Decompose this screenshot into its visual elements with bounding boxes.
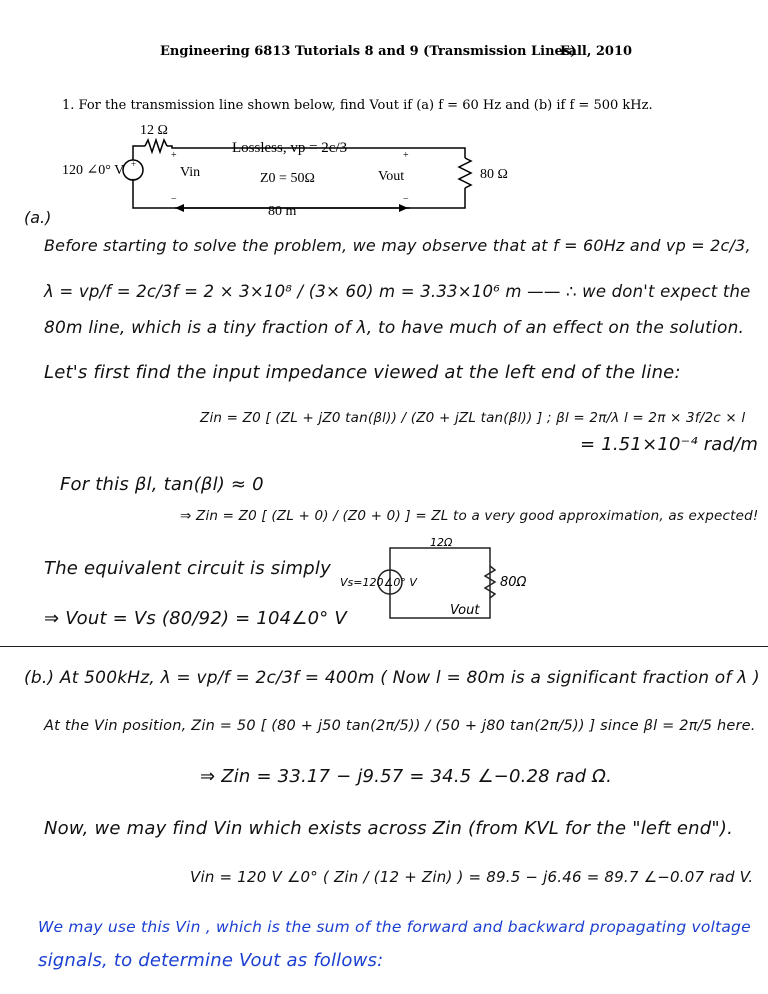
svg-text:+: +: [131, 159, 137, 169]
part-b-line: Vin = 120 V ∠0° ( Zin / (12 + Zin) ) = 89.5 − j6.46 = 89.7 ∠−0.07 rad V.: [190, 868, 754, 886]
eq-load-label: 80Ω: [500, 575, 527, 590]
eq-vout-label: Vout: [450, 603, 480, 618]
part-a-line: = 1.51×10⁻⁴ rad/m: [580, 434, 759, 455]
load-label: 80 Ω: [480, 167, 508, 182]
vout-label: Vout: [378, 169, 405, 184]
svg-text:+: +: [171, 150, 177, 161]
svg-text:−: −: [403, 194, 409, 205]
part-b-line: Now, we may find Vin which exists across Zin (from KVL for the "left end").: [44, 818, 734, 839]
part-b-blue-line: We may use this Vin , which is the sum of the forward and backward propagating voltage: [38, 918, 751, 936]
z0-label: Z0 = 50Ω: [260, 171, 315, 186]
transmission-line-circuit: [0, 118, 768, 228]
section-divider: [0, 646, 768, 647]
part-a-line: Zin = Z0 [ (ZL + jZ0 tan(βl)) / (Z0 + jZL tan(βl)) ] ; βl = 2π/λ l = 2π × 3f/2c × l: [200, 410, 746, 426]
source-resistor-icon: [145, 140, 167, 152]
eq-vs-label: Vs=120∠0° V: [340, 576, 417, 589]
source-resistance-label: 12 Ω: [140, 123, 168, 138]
term-label: Fall, 2010: [560, 44, 633, 59]
equivalent-circuit: [340, 536, 570, 636]
line-description: Lossless, vp = 2c/3: [232, 140, 348, 156]
load-resistor-icon: [459, 158, 471, 188]
vin-label: Vin: [180, 165, 201, 180]
page-title: Engineering 6813 Tutorials 8 and 9 (Transmission Lines): [160, 44, 577, 59]
svg-text:−: −: [171, 194, 177, 205]
length-label: 80 m: [268, 204, 297, 219]
part-a-line: λ = vp/f = 2c/3f = 2 × 3×10⁸ / (3× 60) m = 3.33×10⁶ m —— ∴ we don't expect the: [44, 282, 751, 301]
question-text: 1. For the transmission line shown below, find Vout if (a) f = 60 Hz and (b) if f = 500 kHz.: [62, 98, 653, 113]
part-a-line: ⇒ Zin = Z0 [ (ZL + 0) / (Z0 + 0) ] = ZL to a very good approximation, as expected!: [180, 508, 759, 524]
eq-r-label: 12Ω: [430, 536, 453, 549]
part-a-line: Before starting to solve the problem, we may observe that at f = 60Hz and vp = 2c/3,: [44, 236, 751, 255]
part-a-line: The equivalent circuit is simply: [44, 558, 331, 579]
part-a-line: ⇒ Vout = Vs (80/92) = 104∠0° V: [44, 608, 347, 629]
svg-text:+: +: [403, 150, 409, 161]
part-a-line: 80m line, which is a tiny fraction of λ, to have much of an effect on the solution.: [44, 318, 745, 338]
part-a-line: For this βl, tan(βl) ≈ 0: [60, 474, 264, 495]
part-a-label: (a.): [24, 208, 52, 227]
source-voltage-label: 120 ∠0° V: [62, 163, 125, 178]
part-a-line: Let's first find the input impedance viewed at the left end of the line:: [44, 362, 681, 383]
part-b-blue-line: signals, to determine Vout as follows:: [38, 950, 384, 971]
part-b-line: At the Vin position, Zin = 50 [ (80 + j50 tan(2π/5)) / (50 + j80 tan(2π/5)) ] since βl = 2π/5 here.: [44, 718, 756, 734]
svg-text:−: −: [131, 174, 137, 184]
part-b-line: ⇒ Zin = 33.17 − j9.57 = 34.5 ∠−0.28 rad Ω.: [200, 766, 613, 787]
part-b-line: (b.) At 500kHz, λ = vp/f = 2c/3f = 400m ( Now l = 80m is a significant fraction of λ ): [24, 668, 760, 688]
